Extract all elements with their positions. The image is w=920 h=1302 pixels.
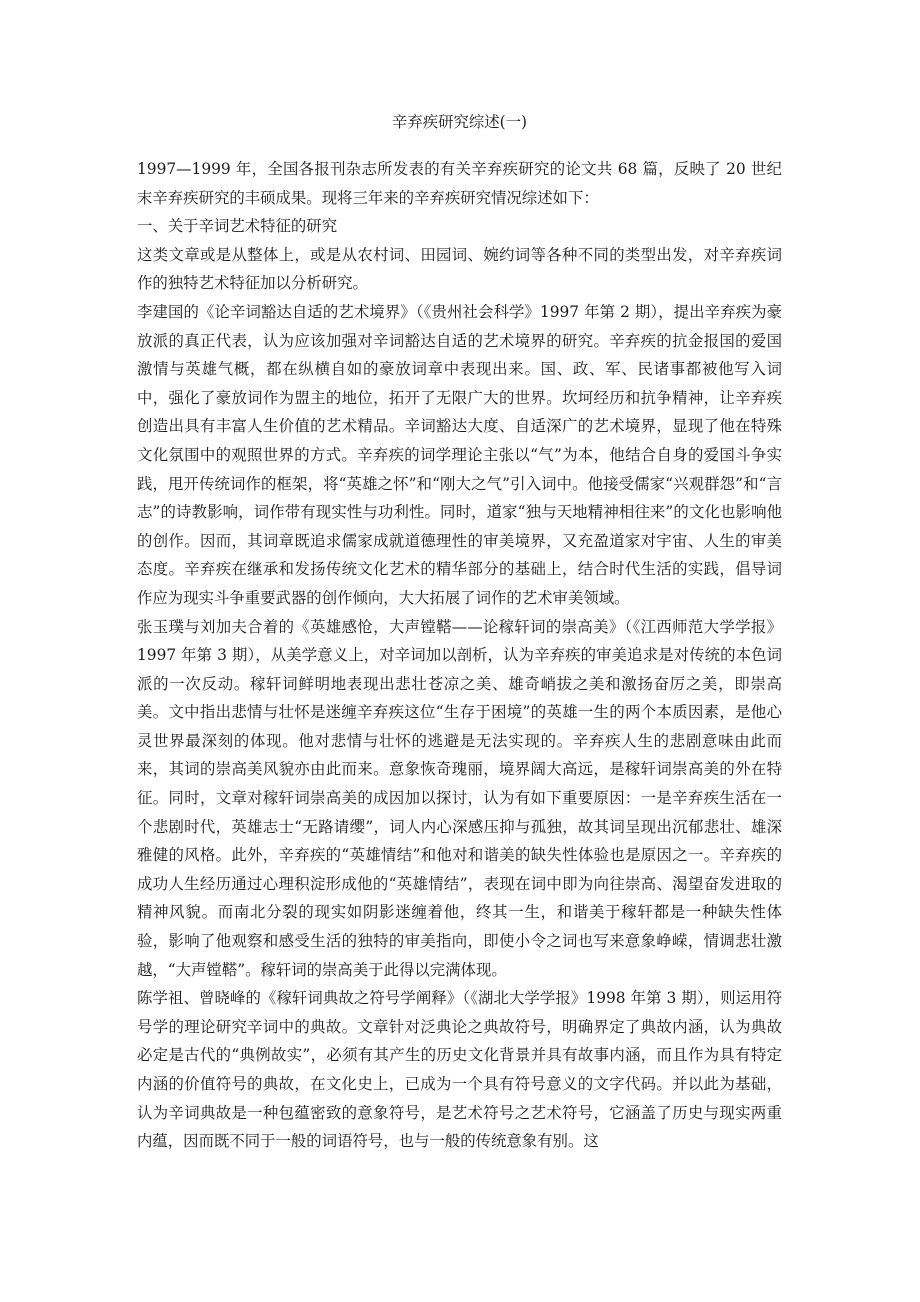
section-heading: 一、关于辛词艺术特征的研究 — [137, 217, 338, 236]
paragraph-zhang-yupu: 张玉璞与刘加夫合着的《英雄感怆，大声镗鞳——论稼轩词的崇高美》（《江西师范大学学报》1997 年第 3 期），从美学意义上，对辛词加以剖析，认为辛弃疾的审美追求是对传统的本色词派的一次反动。稼轩词鲜明地表现出悲壮苍凉之美、雄奇峭拔之美和激扬奋厉之美，即崇高美。文中指出悲情与壮怀是迷缠辛弃疾这位“生存于困境”的英雄一生的两个本质因素，是他心灵世界最深刻的体现。他对悲情与壮怀的逃避是无法实现的。辛弃疾人生的悲剧意味由此而来，其词的崇高美风貌亦由此而来。意象恢奇瑰丽，境界阔大高远，是稼轩词崇高美的外在特征。同时，文章对稼轩词崇高美的成因加以探讨，认为有如下重要原因：一是辛弃疾生活在一个悲剧时代，英雄志士“无路请缨”，词人内心深感压抑与孤独，故其词呈现出沉郁悲壮、雄深雅健的风格。此外，辛弃疾的“英雄情结”和他对和谐美的缺失性体验也是原因之一。辛弃疾的成功人生经历通过心理积淀形成他的“英雄情结”，表现在词中即为向往崇高、渴望奋发进取的精神风貌。而南北分裂的现实如阴影迷缠着他，终其一生，和谐美于稼轩都是一种缺失性体验，影响了他观察和感受生活的独特的审美指向，即使小令之词也写来意象峥嵘，情调悲壮激越，“大声镗鞳”。稼轩词的崇高美于此得以完满体现。 — [137, 617, 782, 979]
paragraph-overview: 这类文章或是从整体上，或是从农村词、田园词、婉约词等各种不同的类型出发，对辛弃疾词作的独特艺术特征加以分析研究。 — [137, 245, 782, 293]
paragraph-li-jianguo: 李建国的《论辛词豁达自适的艺术境界》（《贵州社会科学》1997 年第 2 期），提出辛弃疾为豪放派的真正代表，认为应该加强对辛词豁达自适的艺术境界的研究。辛弃疾的抗金报国的爱国激情与英雄气概，都在纵横自如的豪放词章中表现出来。国、政、军、民诸事都被他写入词中，强化了豪放词作为盟主的地位，拓开了无限广大的世界。坎坷经历和抗争精神，让辛弃疾创造出具有丰富人生价值的艺术精品。辛词豁达大度、自适深广的艺术境界，显现了他在特殊文化氛围中的观照世界的方式。辛弃疾的词学理论主张以“气”为本，他结合自身的爱国斗争实践，甩开传统词作的框架，将“英雄之怀”和“刚大之气”引入词中。他接受儒家“兴观群怨”和“言志”的诗教影响，词作带有现实性与功利性。同时，道家“独与天地精神相往来”的文化也影响他的创作。因而，其词章既追求儒家成就道德理性的审美境界，又充盈道家对宇宙、人生的审美态度。辛弃疾在继承和发扬传统文化艺术的精华部分的基础上，结合时代生活的实践，倡导词作应为现实斗争重要武器的创作倾向，大大拓展了词作的艺术审美领域。 — [137, 302, 782, 607]
document-title: 辛弃疾研究综述(一) — [391, 113, 528, 131]
paragraph-intro: 1997—1999 年，全国各报刊杂志所发表的有关辛弃疾研究的论文共 68 篇，反映了 20 世纪末辛弃疾研究的丰硕成果。现将三年来的辛弃疾研究情况综述如下： — [137, 160, 782, 207]
document-page — [137, 108, 782, 1156]
paragraph-chen-xuezu: 陈学祖、曾晓峰的《稼轩词典故之符号学阐释》（《湖北大学学报》1998 年第 3 期），则运用符号学的理论研究辛词中的典故。文章针对泛典论之典故符号，明确界定了典故内涵，认为典故必定是古代的“典例故实”，必须有其产生的历史文化背景并具有故事内涵，而且作为具有特定内涵的价值符号的典故，在文化史上，已成为一个具有符号意义的文字代码。并以此为基础，认为辛词典故是一种包蕴密致的意象符号，是艺术符号之艺术符号，它涵盖了历史与现实两重内蕴，因而既不同于一般的词语符号，也与一般的传统意象有别。这 — [137, 989, 782, 1151]
